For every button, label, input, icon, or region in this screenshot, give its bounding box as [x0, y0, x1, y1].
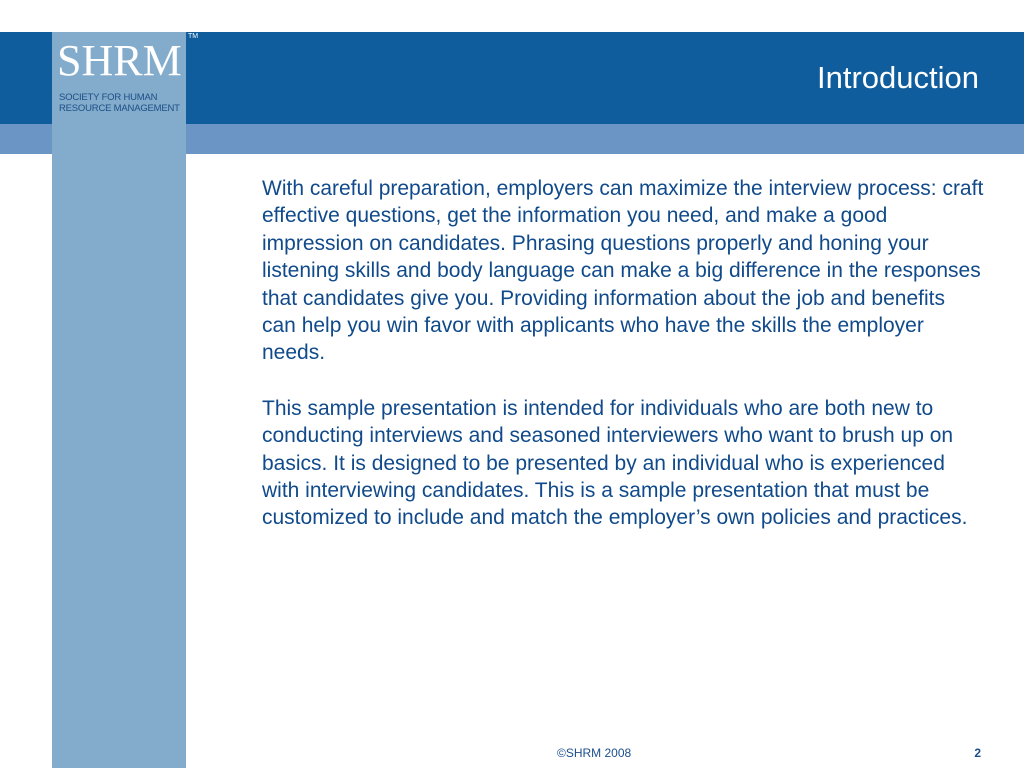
body-paragraph-2: This sample presentation is intended for individuals who are both new to conducting interviews and seasoned interviewers who want to brush up on basics. It is designed to be presented by an individual who is experienced with interviewing candidates. This is a sample presentation that must be customized to include and match the employer’s own policies and practices. [262, 396, 968, 530]
trademark-mark: TM [188, 33, 199, 40]
left-decorative-column [52, 124, 186, 768]
footer-copyright: ©SHRM 2008 [557, 746, 632, 760]
page-number: 2 [974, 746, 981, 760]
body-paragraph-1: With careful preparation, employers can maximize the interview process: craft effective questions, get the information you need, and make a good impression on candidates. Phrasing questions properly and honing your listening skills and body language can make a big difference in the responses that candidates give you. Providing information about the job and benefits can help you win favor with applicants who have the skills the employer needs. [262, 177, 984, 365]
slide-title: Introduction [817, 60, 979, 95]
top-band [0, 0, 1024, 32]
slide-body [262, 175, 984, 560]
logo-inner [57, 36, 181, 122]
logo-wordmark: SHRM [57, 36, 182, 85]
logo-tagline: SOCIETY FOR HUMAN RESOURCE MANAGEMENT [59, 92, 180, 114]
shrm-logo [52, 32, 186, 124]
